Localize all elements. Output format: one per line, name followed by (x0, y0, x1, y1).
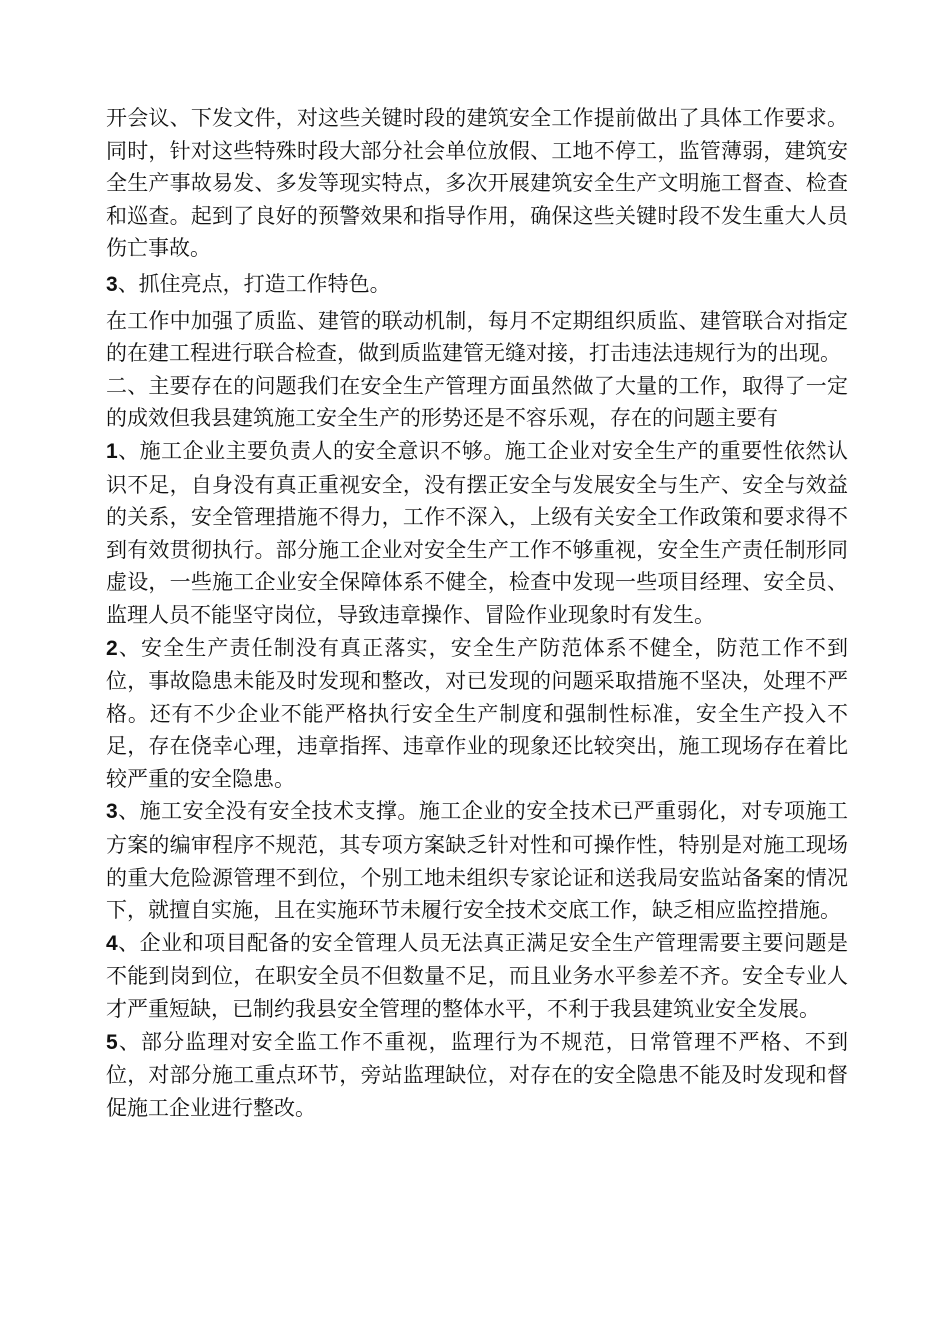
paragraph-text: 、部分监理对安全监工作不重视，监理行为不规范，日常管理不严格、不到位，对部分施工重点环节，旁站监理缺位，对存在的安全隐患不能及时发现和督促施工企业进行整改。 (106, 1029, 848, 1120)
paragraph-text: 在工作中加强了质监、建管的联动机制，每月不定期组织质监、建管联合对指定的在建工程进行联合检查，做到质监建管无缝对接，打击违法违规行为的出现。 (106, 308, 848, 366)
paragraph-number: 4 (106, 931, 118, 955)
paragraph-number: 2 (106, 636, 118, 660)
paragraph-text: 、安全生产责任制没有真正落实，安全生产防范体系不健全，防范工作不到位，事故隐患未能及时发现和整改，对已发现的问题采取措施不坚决，处理不严格。还有不少企业不能严格执行安全生产制度和强制性标准，安全生产投入不足，存在侥幸心理，违章指挥、违章作业的现象还比较突出，施工现场存在着比较严重的安全隐患。 (106, 635, 848, 791)
paragraph-item-3-highlight (106, 268, 848, 302)
paragraph-text: 二、主要存在的问题我们在安全生产管理方面虽然做了大量的工作，取得了一定的成效但我县建筑施工安全生产的形势还是不容乐观，存在的问题主要有 (106, 373, 848, 431)
paragraph-problem-3 (106, 795, 848, 926)
paragraph-text: 、抓住亮点，打造工作特色。 (117, 271, 391, 296)
paragraph-text: 开会议、下发文件，对这些关键时段的建筑安全工作提前做出了具体工作要求。同时，针对这些特殊时段大部分社会单位放假、工地不停工，监管薄弱，建筑安全生产事故易发、多发等现实特点，多次开展建筑安全生产文明施工督查、检查和巡查。起到了良好的预警效果和指导作用，确保这些关键时段不发生重大人员伤亡事故。 (106, 106, 848, 261)
paragraph-linkage-mechanism (106, 305, 848, 370)
paragraph-problem-2 (106, 632, 848, 796)
paragraph-number: 3 (106, 800, 118, 824)
paragraph-text: 、施工安全没有安全技术支撑。施工企业的安全技术已严重弱化，对专项施工方案的编审程序不规范，其专项方案缺乏针对性和可操作性，特别是对施工现场的重大危险源管理不到位，个别工地未组织专家论证和送我局安监站备案的情况下，就擅自实施，且在实施环节未履行安全技术交底工作，缺乏相应监控措施。 (106, 799, 848, 923)
paragraph-problem-4 (106, 927, 848, 1026)
document-body (106, 102, 848, 1124)
paragraph-number: 3 (106, 272, 118, 296)
paragraph-section-two (106, 370, 848, 435)
paragraph-problem-1 (106, 435, 848, 632)
paragraph-problem-5 (106, 1026, 848, 1125)
paragraph-text: 、企业和项目配备的安全管理人员无法真正满足安全生产管理需要主要问题是不能到岗到位，在职安全员不但数量不足，而且业务水平参差不齐。安全专业人才严重短缺，已制约我县安全管理的整体水平，不利于我县建筑业安全发展。 (106, 930, 848, 1022)
paragraph-number: 1 (106, 439, 118, 463)
paragraph-text: 、施工企业主要负责人的安全意识不够。施工企业对安全生产的重要性依然认识不足，自身没有真正重视安全，没有摆正安全与发展安全与生产、安全与效益的关系，安全管理措施不得力，工作不深入，上级有关安全工作政策和要求得不到有效贯彻执行。部分施工企业对安全生产工作不够重视，安全生产责任制形同虚设，一些施工企业安全保障体系不健全，检查中发现一些项目经理、安全员、监理人员不能坚守岗位，导致违章操作、冒险作业现象时有发生。 (106, 438, 848, 627)
paragraph-intro-continuation (106, 102, 848, 265)
paragraph-number: 5 (106, 1030, 118, 1054)
